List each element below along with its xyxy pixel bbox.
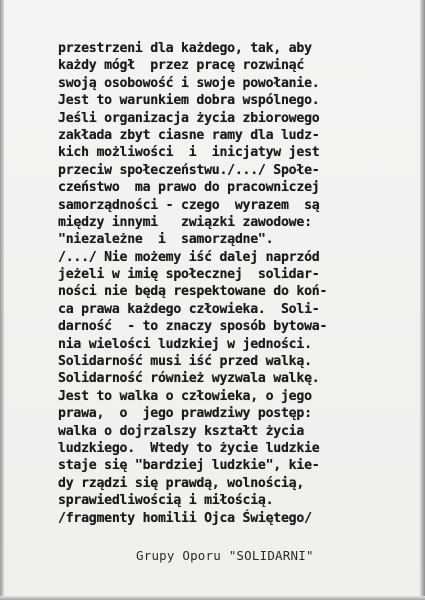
text-line: ności nie będą respektowane do koń- xyxy=(58,284,328,300)
text-line: Jest to warunkiem dobra wspólnego. xyxy=(58,93,320,109)
text-line: walka o dojrzalszy kształt życia xyxy=(58,423,305,439)
text-line: każdy mógł przez pracę rozwinąć xyxy=(58,58,305,74)
text-line: dy rządzi się prawdą, wolnością, xyxy=(58,475,305,491)
signature-line: Grupy Oporu "SOLIDARNI" xyxy=(136,548,314,563)
text-line: prawa, o jego prawdziwy postęp: xyxy=(58,406,312,422)
text-line: kich możliwości i inicjatyw jest xyxy=(58,145,320,161)
text-line: przestrzeni dla każdego, tak, aby xyxy=(58,41,312,56)
text-line: samorządności - czego wyrazem są xyxy=(58,197,320,213)
text-line: /.../ Nie możemy iść dalej naprzód xyxy=(58,249,320,265)
text-line: między innymi związki zawodowe: xyxy=(58,214,312,230)
text-line: ludzkiego. Wtedy to życie ludzkie xyxy=(58,440,320,456)
paper-right-edge xyxy=(420,0,425,600)
text-line: "niezależne i samorządne". xyxy=(58,232,274,248)
text-line: /fragmenty homilii Ojca Świętego/ xyxy=(58,510,312,526)
text-line: nia wielości ludzkiej w jedności. xyxy=(58,336,312,352)
text-line: Solidarność również wyzwala walkę. xyxy=(58,371,320,387)
homily-text-block xyxy=(58,40,388,527)
paper-left-edge xyxy=(0,0,4,600)
text-line: staje się "bardziej ludzkie", kie- xyxy=(58,458,320,474)
text-line: jeżeli w imię społecznej solidar- xyxy=(58,267,320,283)
text-line: ca prawa każdego człowieka. Soli- xyxy=(58,301,320,317)
text-line: Jest to walka o człowieka, o jego xyxy=(58,388,312,404)
text-line: przeciw społeczeństwu./.../ Społe- xyxy=(58,162,320,178)
text-line: zakłada zbyt ciasne ramy dla ludz- xyxy=(58,127,320,143)
text-line: darność - to znaczy sposób bytowa- xyxy=(58,319,328,335)
text-line: czeństwo ma prawo do pracowniczej xyxy=(58,180,320,196)
text-line: Jeśli organizacja życia zbiorowego xyxy=(58,110,320,126)
paper-bottom-edge xyxy=(0,596,425,600)
text-line: Solidarność musi iść przed walką. xyxy=(58,354,312,370)
text-line: swoją osobowość i swoje powołanie. xyxy=(58,75,320,91)
text-line: sprawiedliwością i miłością. xyxy=(58,493,274,509)
